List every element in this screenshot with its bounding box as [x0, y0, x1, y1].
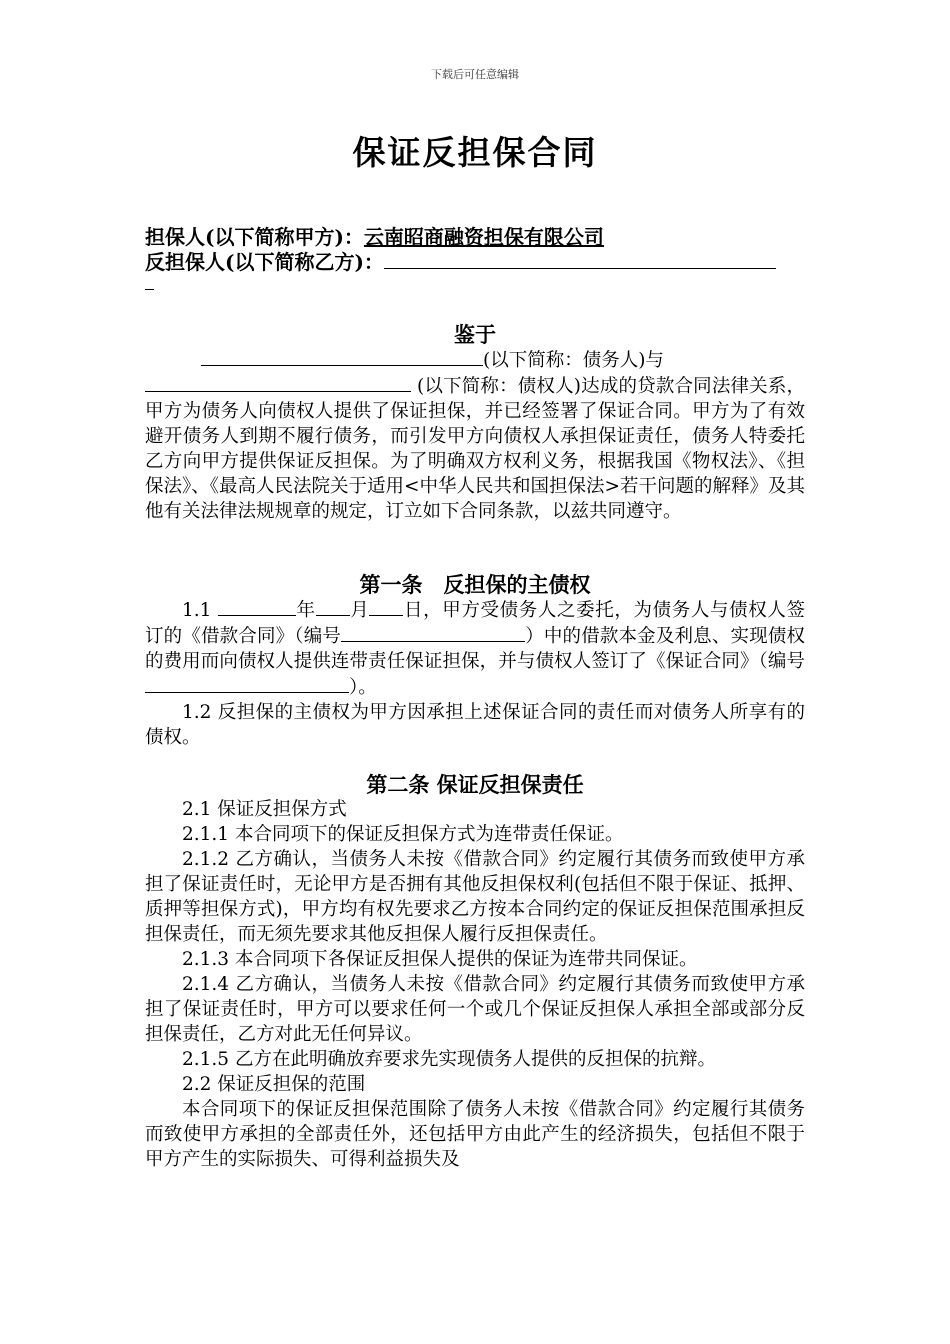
- article-1: [145, 572, 805, 750]
- stray-underscore: [145, 275, 805, 295]
- article-2-para: 2.1.3 本合同项下各保证反担保人提供的保证为连带共同保证。: [182, 949, 698, 970]
- header-note: 下载后可任意编辑: [431, 68, 519, 81]
- debtor-blank[interactable]: [201, 347, 483, 366]
- guarantor-name: 云南昭商融资担保有限公司: [363, 225, 604, 249]
- article-1-heading: 第一条 反担保的主债权: [359, 572, 591, 597]
- counter-guarantor-label: 反担保人(以下简称乙方)：: [145, 250, 384, 274]
- article-2-heading: 第二条 保证反担保责任: [366, 772, 584, 797]
- date-year-blank[interactable]: [218, 597, 296, 616]
- article-2-para: 2.1 保证反担保方式: [182, 799, 347, 820]
- guarantee-contract-number-blank[interactable]: [145, 674, 349, 693]
- recital-paragraph: [145, 373, 805, 524]
- parties-block: [145, 225, 805, 295]
- article-2-para: 2.1.4 乙方确认，当债务人未按《借款合同》约定履行其债务而致使甲方承担了保证责任时，甲方可以要求任何一个或几个保证反担保人承担全部或部分反担保责任，乙方对此无任何异议。: [145, 974, 805, 1045]
- recital-block: [145, 322, 805, 524]
- page-title: 保证反担保合同: [352, 133, 598, 172]
- recital-line1-text: (以下简称：债务人)与: [483, 350, 664, 371]
- article-2-para: 本合同项下的保证反担保范围除了债务人未按《借款合同》约定履行其债务而致使甲方承担的全部责任外，还包括甲方由此产生的经济损失，包括但不限于甲方产生的实际损失、可得利益损失及: [145, 1099, 805, 1170]
- article-1-clause-2: 1.2 反担保的主债权为甲方因承担上述保证合同的责任而对债务人所享有的债权。: [145, 702, 805, 748]
- recital-heading: 鉴于: [454, 322, 496, 347]
- article-1-clause-1: 1.1 年 月 日，甲方受债务人之委托，为债务人与债权人签订的《借款合同》（编号 ）中的借款本金及利息、实现债权的费用而向债权人提供连带责任保证担保，并与债权人签订了《保证合同》（编号）。: [145, 597, 805, 700]
- guarantor-label: 担保人(以下简称甲方)：: [145, 225, 364, 249]
- recital-line1: [145, 347, 805, 373]
- loan-contract-number-blank[interactable]: [341, 623, 525, 642]
- article-2-para: 2.2 保证反担保的范围: [182, 1074, 366, 1095]
- article-2: [145, 772, 805, 1172]
- article-2-para: 2.1.1 本合同项下的保证反担保方式为连带责任保证。: [182, 824, 624, 845]
- counter-guarantor-line: [145, 250, 805, 275]
- guarantor-line: [145, 225, 805, 250]
- recital-text: (以下简称：债权人)达成的贷款合同法律关系，甲方为债务人向债权人提供了保证担保，并已经签署了保证合同。甲方为了有效避开债务人到期不履行债务，而引发甲方向债权人承担保证责任，债务人特委托乙方向甲方提供保证反担保。为了明确双方权利义务，根据我国《物权法》、《担保法》、《最高人民法院关于适用<中华人民共和国担保法>若干问题的解释》及其他有关法律法规规章的规定，订立如下合同条款，以兹共同遵守。: [145, 376, 806, 522]
- article-2-para: 2.1.5 乙方在此明确放弃要求先实现债务人提供的反担保的抗辩。: [182, 1049, 716, 1070]
- article-2-para: 2.1.2 乙方确认，当债务人未按《借款合同》约定履行其债务而致使甲方承担了保证责任时，无论甲方是否拥有其他反担保权利(包括但不限于保证、抵押、质押等担保方式)，甲方均有权先要求乙方按本合同约定的保证反担保范围承担反担保责任，而无须先要求其他反担保人履行反担保责任。: [145, 849, 805, 945]
- creditor-blank[interactable]: [145, 373, 411, 392]
- date-day-blank[interactable]: [369, 597, 403, 616]
- counter-guarantor-blank[interactable]: [384, 250, 776, 269]
- date-month-blank[interactable]: [316, 597, 350, 616]
